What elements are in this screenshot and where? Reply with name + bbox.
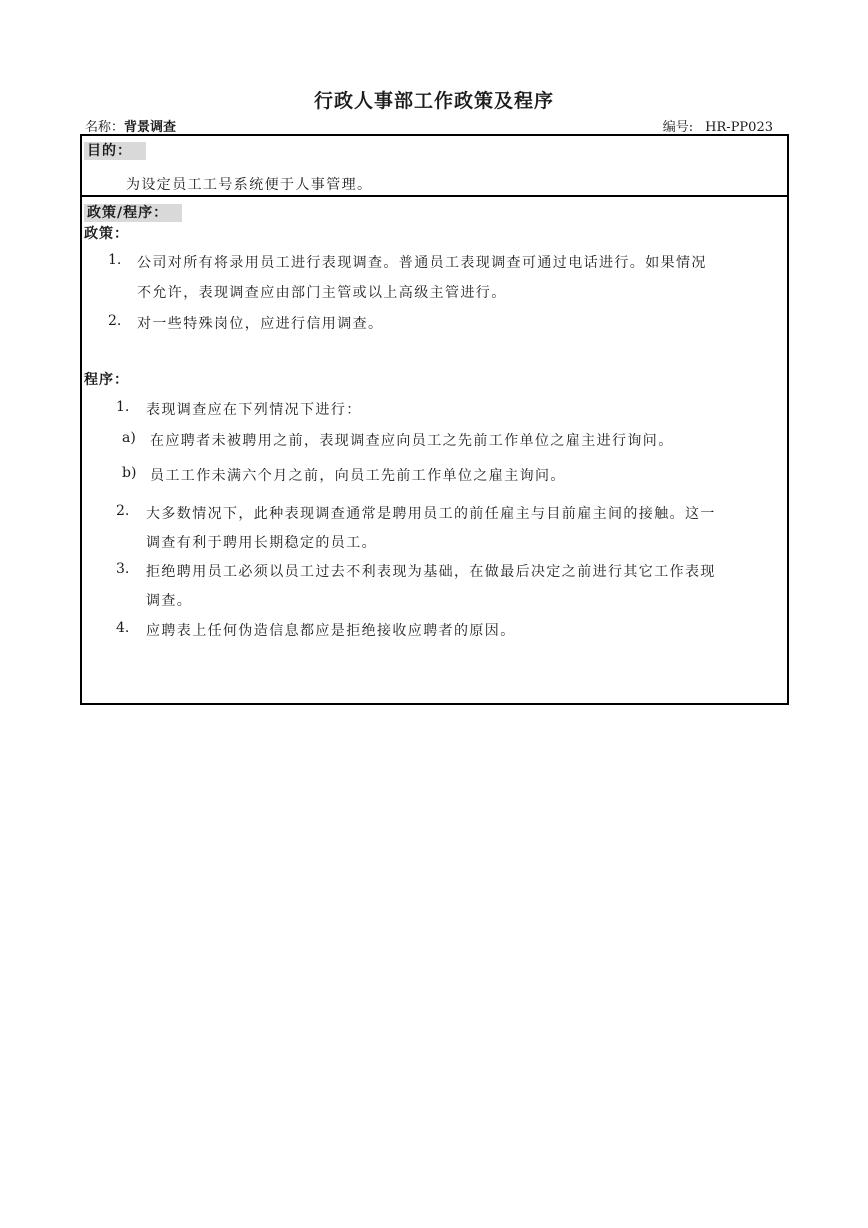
procedure-number: a): [122, 430, 136, 446]
procedure-heading: 程序：: [84, 372, 129, 388]
procedure-number: 1.: [116, 399, 130, 415]
procedure-text: 拒绝聘用员工必须以员工过去不利表现为基础，在做最后决定之前进行其它工作表现: [146, 564, 716, 580]
doc-code-label: 编号:: [662, 120, 694, 135]
procedure-text: 应聘表上任何伪造信息都应是拒绝接收应聘者的原因。: [146, 623, 516, 639]
procedure-text: 表现调查应在下列情况下进行：: [146, 402, 362, 418]
policy-number: 1.: [108, 252, 122, 268]
policy-text: 对一些特殊岗位，应进行信用调查。: [137, 316, 384, 332]
purpose-heading: 目的：: [84, 140, 146, 160]
content-box: [80, 134, 789, 705]
procedure-text: 调查。: [146, 593, 193, 609]
procedure-text: 在应聘者未被聘用之前，表现调查应向员工之先前工作单位之雇主进行询问。: [150, 433, 674, 449]
doc-name-value: 背景调查: [124, 120, 177, 135]
procedure-number: b): [122, 465, 137, 481]
policy-procedure-heading: 政策/程序：: [84, 202, 182, 222]
procedure-text: 调查有利于聘用长期稳定的员工。: [146, 535, 377, 551]
document-title: 行政人事部工作政策及程序: [313, 90, 554, 112]
policy-text: 不允许，表现调查应由部门主管或以上高级主管进行。: [137, 285, 507, 301]
policy-text: 公司对所有将录用员工进行表现调查。普通员工表现调查可通过电话进行。如果情况: [137, 255, 707, 271]
section-divider: [82, 195, 787, 197]
doc-name-label: 名称：: [85, 120, 125, 135]
procedure-number: 4.: [116, 620, 130, 636]
doc-name: [85, 116, 176, 135]
policy-number: 2.: [108, 313, 122, 329]
doc-code-value: HR-PP023: [705, 120, 773, 135]
procedure-text: 大多数情况下，此种表现调查通常是聘用员工的前任雇主与目前雇主间的接触。这一: [146, 506, 716, 522]
purpose-text: 为设定员工工号系统便于人事管理。: [126, 177, 373, 193]
doc-code: [663, 116, 773, 135]
policy-heading: 政策：: [84, 226, 129, 242]
procedure-number: 3.: [116, 561, 130, 577]
procedure-text: 员工工作未满六个月之前，向员工先前工作单位之雇主询问。: [150, 468, 566, 484]
procedure-number: 2.: [116, 503, 130, 519]
